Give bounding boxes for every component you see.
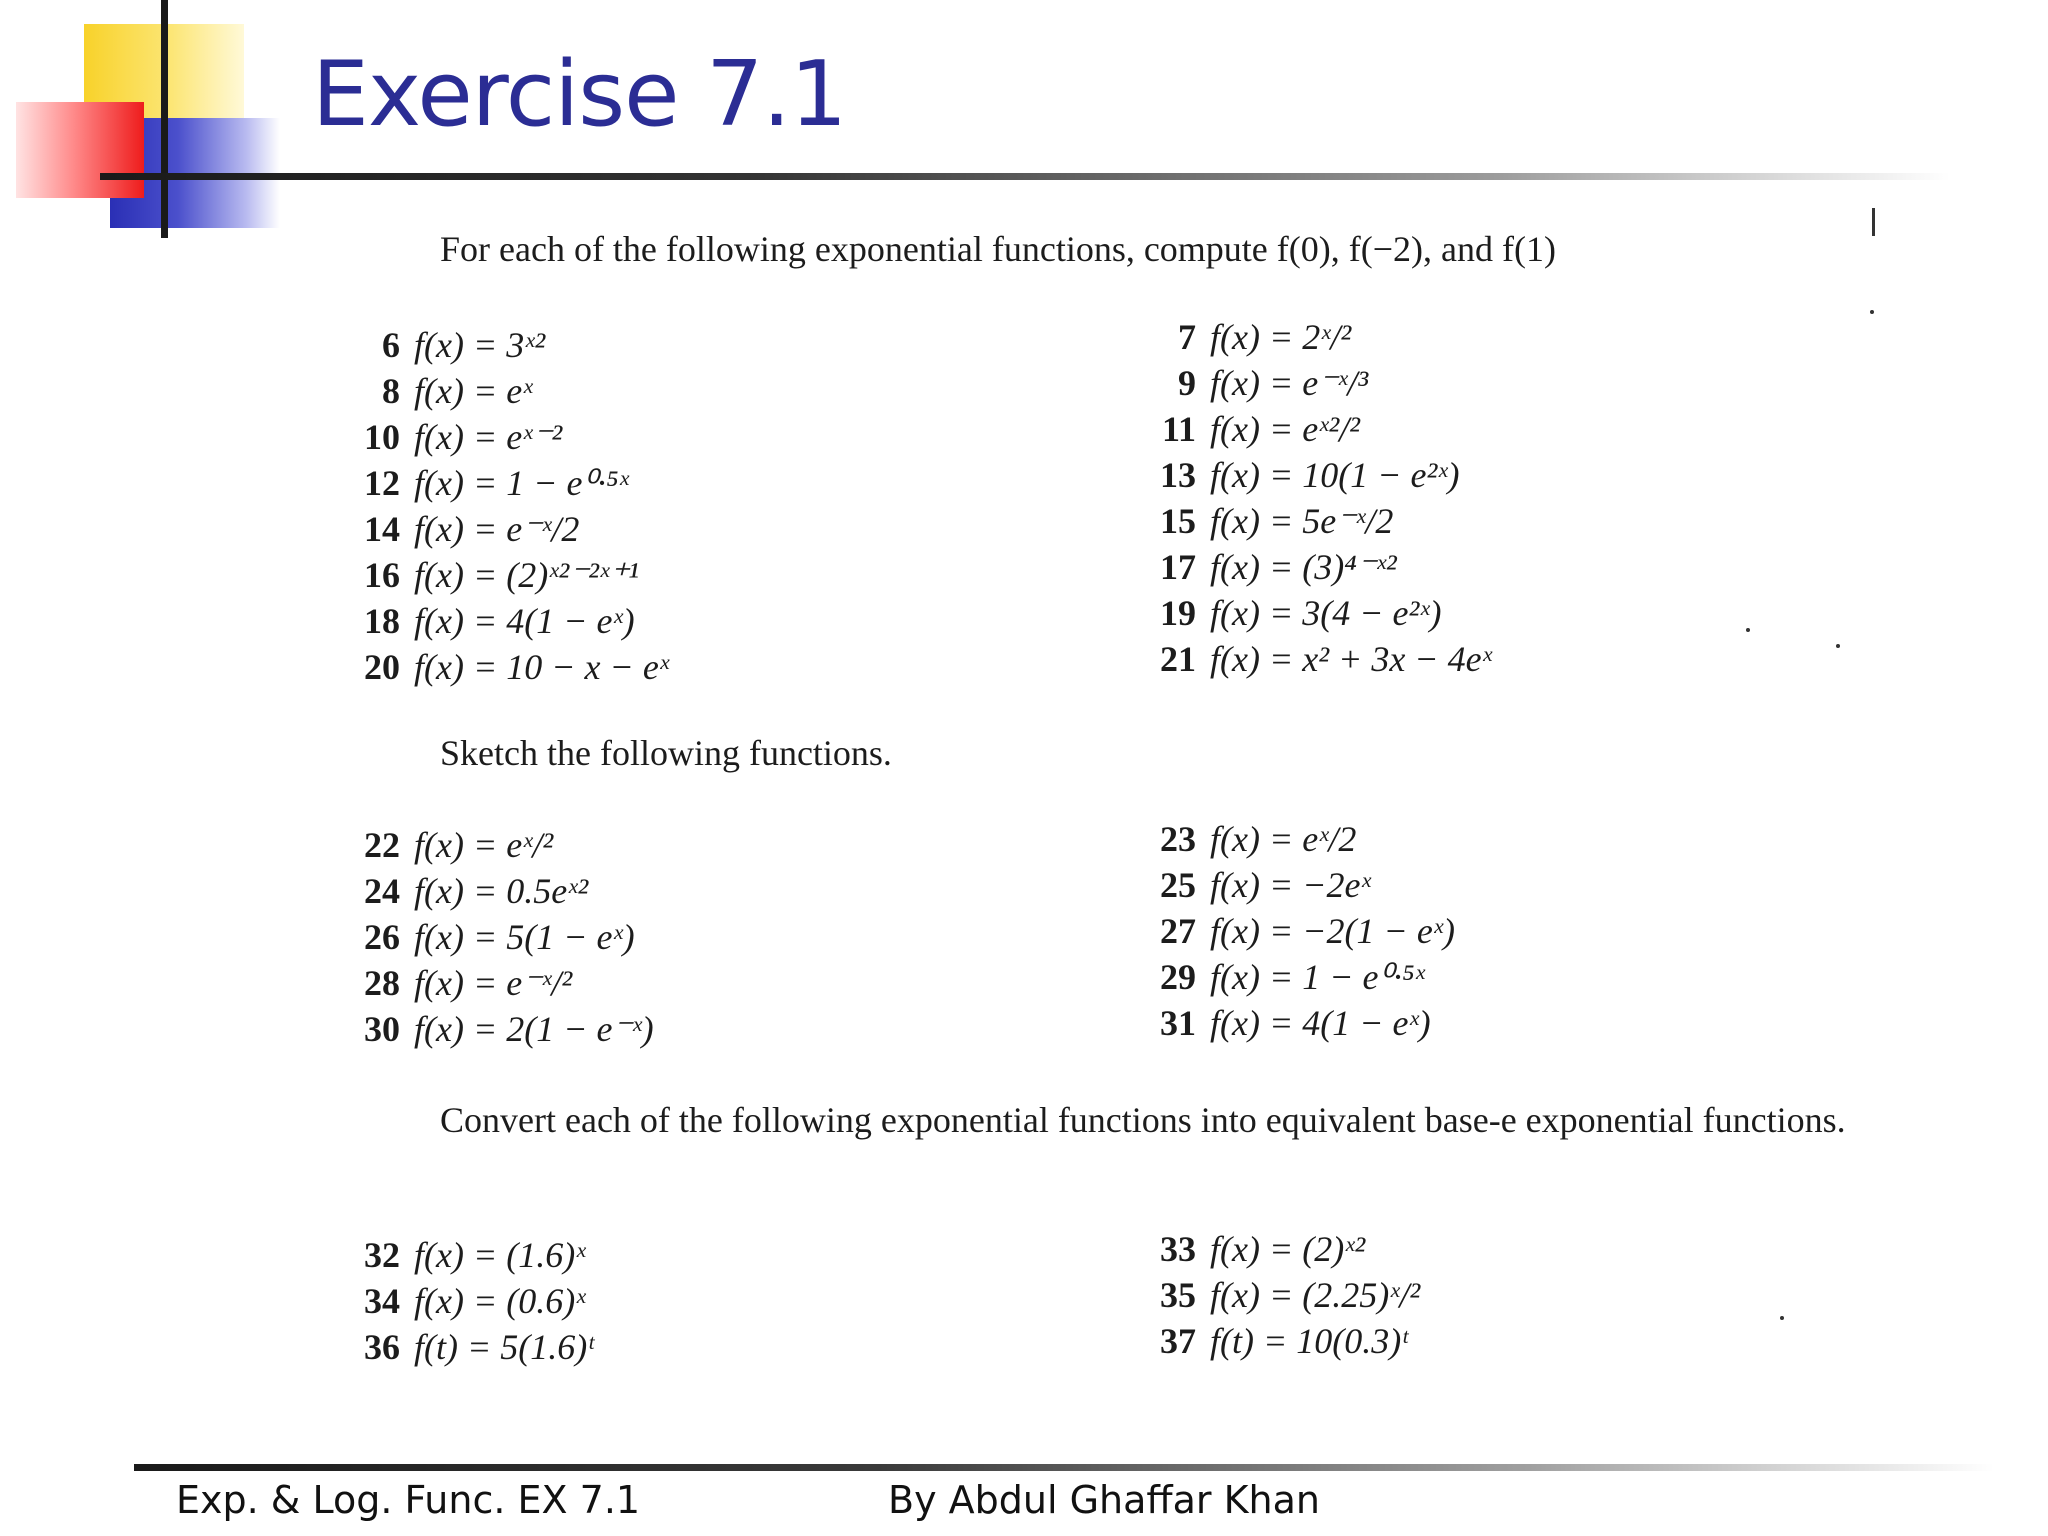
exercise-equation: f(x) = 3ˣ² — [414, 325, 546, 365]
exercise-number: 29 — [1160, 957, 1196, 997]
exercise-number: 36 — [364, 1327, 400, 1367]
exercise-item — [1144, 1000, 1455, 1046]
slide-title: Exercise 7.1 — [312, 42, 847, 147]
exercise-number: 8 — [382, 371, 400, 411]
exercise-equation: f(x) = 1 − e⁰·⁵ˣ — [414, 463, 629, 503]
exercise-equation: f(x) = 4(1 − eˣ) — [414, 601, 635, 641]
exercise-item — [1144, 590, 1492, 636]
exercise-item — [340, 322, 669, 368]
footer-rule — [134, 1464, 1994, 1471]
exercise-item — [340, 1006, 654, 1052]
exercise-equation: f(x) = 2(1 − e⁻ˣ) — [414, 1009, 654, 1049]
scan-artifact-dot — [1836, 644, 1840, 648]
section1-right-column — [1144, 314, 1492, 682]
exercise-item — [1144, 544, 1492, 590]
exercise-number: 19 — [1160, 593, 1196, 633]
exercise-equation: f(x) = eˣ — [414, 371, 533, 411]
exercise-number: 31 — [1160, 1003, 1196, 1043]
exercise-number: 23 — [1160, 819, 1196, 859]
exercise-item — [340, 644, 669, 690]
exercise-number: 17 — [1160, 547, 1196, 587]
section2-instruction: Sketch the following functions. — [440, 733, 892, 773]
exercise-equation: f(x) = e⁻ˣ/³ — [1210, 363, 1369, 403]
exercise-equation: f(t) = 5(1.6)ᵗ — [414, 1327, 594, 1367]
exercise-number: 14 — [364, 509, 400, 549]
exercise-item — [340, 460, 669, 506]
exercise-item — [1144, 954, 1455, 1000]
exercise-number: 15 — [1160, 501, 1196, 541]
footer-left-text: Exp. & Log. Func. EX 7.1 — [176, 1478, 641, 1522]
exercise-equation: f(x) = 10(1 − e²ˣ) — [1210, 455, 1460, 495]
exercise-number: 11 — [1161, 409, 1196, 449]
exercise-item — [340, 1324, 593, 1370]
exercise-number: 21 — [1160, 639, 1196, 679]
exercise-item — [1144, 498, 1492, 544]
exercise-item — [340, 868, 654, 914]
exercise-equation: f(x) = eˣ/2 — [1210, 819, 1357, 859]
section1-instruction: For each of the following exponential functions, compute f(0), f(−2), and f(1) — [440, 229, 1556, 269]
exercise-equation: f(x) = (0.6)ˣ — [414, 1281, 586, 1321]
exercise-equation: f(x) = 5e⁻ˣ/2 — [1210, 501, 1394, 541]
exercise-equation: f(x) = 4(1 − eˣ) — [1210, 1003, 1431, 1043]
exercise-item — [340, 914, 654, 960]
exercise-number: 13 — [1160, 455, 1196, 495]
section3-instruction: Convert each of the following exponential functions into equivalent base-e exponential functions. — [440, 1100, 1846, 1140]
exercise-equation: f(x) = e⁻ˣ/² — [414, 963, 573, 1003]
exercise-item — [1144, 452, 1492, 498]
exercise-number: 24 — [364, 871, 400, 911]
exercise-item — [1144, 314, 1492, 360]
exercise-item — [340, 822, 654, 868]
exercise-equation: f(x) = 3(4 − e²ˣ) — [1210, 593, 1442, 633]
exercise-item — [1144, 1318, 1420, 1364]
exercise-equation: f(x) = −2eˣ — [1210, 865, 1371, 905]
exercise-item — [1144, 406, 1492, 452]
exercise-equation: f(x) = 10 − x − eˣ — [414, 647, 669, 687]
exercise-equation: f(x) = x² + 3x − 4eˣ — [1210, 639, 1492, 679]
exercise-number: 22 — [364, 825, 400, 865]
exercise-equation: f(x) = (3)⁴⁻ˣ² — [1210, 547, 1397, 587]
exercise-equation: f(x) = (2)ˣ² — [1210, 1229, 1366, 1269]
section2-left-column — [340, 822, 654, 1052]
title-rule — [100, 173, 1950, 180]
exercise-equation: f(x) = e⁻ˣ/2 — [414, 509, 580, 549]
exercise-number: 12 — [364, 463, 400, 503]
exercise-number: 6 — [382, 325, 400, 365]
scanned-exercise-page — [340, 210, 1880, 1390]
exercise-number: 28 — [364, 963, 400, 1003]
exercise-equation: f(x) = 5(1 − eˣ) — [414, 917, 635, 957]
exercise-item — [340, 506, 669, 552]
exercise-item — [1144, 908, 1455, 954]
exercise-item — [340, 368, 669, 414]
scan-artifact-dot — [1870, 310, 1874, 314]
scan-artifact-dot — [1746, 628, 1750, 632]
exercise-equation: f(x) = 1 − e⁰·⁵ˣ — [1210, 957, 1425, 997]
exercise-item — [340, 960, 654, 1006]
section1-left-column — [340, 322, 669, 690]
exercise-number: 16 — [364, 555, 400, 595]
exercise-number: 18 — [364, 601, 400, 641]
exercise-item — [1144, 816, 1455, 862]
footer-author: By Abdul Ghaffar Khan — [888, 1478, 1320, 1522]
exercise-equation: f(x) = eˣ⁻² — [414, 417, 563, 457]
exercise-item — [340, 1232, 593, 1278]
exercise-item — [1144, 862, 1455, 908]
exercise-item — [340, 598, 669, 644]
exercise-equation: f(x) = −2(1 − eˣ) — [1210, 911, 1455, 951]
exercise-item — [340, 552, 669, 598]
section3-right-column — [1144, 1226, 1420, 1364]
exercise-number: 9 — [1178, 363, 1196, 403]
exercise-equation: f(t) = 10(0.3)ᵗ — [1210, 1321, 1408, 1361]
exercise-equation: f(x) = (2.25)ˣ/² — [1210, 1275, 1421, 1315]
exercise-number: 33 — [1160, 1229, 1196, 1269]
exercise-number: 37 — [1160, 1321, 1196, 1361]
exercise-equation: f(x) = 0.5eˣ² — [414, 871, 589, 911]
decorative-corner — [0, 0, 300, 250]
section3-left-column — [340, 1232, 593, 1370]
exercise-equation: f(x) = eˣ²/² — [1210, 409, 1360, 449]
exercise-item — [1144, 1272, 1420, 1318]
exercise-number: 10 — [364, 417, 400, 457]
exercise-number: 26 — [364, 917, 400, 957]
exercise-item — [1144, 1226, 1420, 1272]
exercise-equation: f(x) = (2)ˣ²⁻²ˣ⁺¹ — [414, 555, 639, 595]
exercise-item — [1144, 636, 1492, 682]
exercise-item — [340, 1278, 593, 1324]
exercise-number: 34 — [364, 1281, 400, 1321]
section2-right-column — [1144, 816, 1455, 1046]
exercise-equation: f(x) = 2ˣ/² — [1210, 317, 1352, 357]
vertical-rule — [161, 0, 168, 238]
exercise-number: 30 — [364, 1009, 400, 1049]
scan-artifact-mark — [1872, 208, 1875, 236]
exercise-number: 7 — [1178, 317, 1196, 357]
red-square — [16, 102, 144, 198]
exercise-number: 32 — [364, 1235, 400, 1275]
exercise-item — [1144, 360, 1492, 406]
exercise-item — [340, 414, 669, 460]
exercise-number: 25 — [1160, 865, 1196, 905]
exercise-number: 35 — [1160, 1275, 1196, 1315]
exercise-equation: f(x) = (1.6)ˣ — [414, 1235, 586, 1275]
exercise-equation: f(x) = eˣ/² — [414, 825, 554, 865]
scan-artifact-dot — [1780, 1316, 1784, 1320]
exercise-number: 20 — [364, 647, 400, 687]
exercise-number: 27 — [1160, 911, 1196, 951]
